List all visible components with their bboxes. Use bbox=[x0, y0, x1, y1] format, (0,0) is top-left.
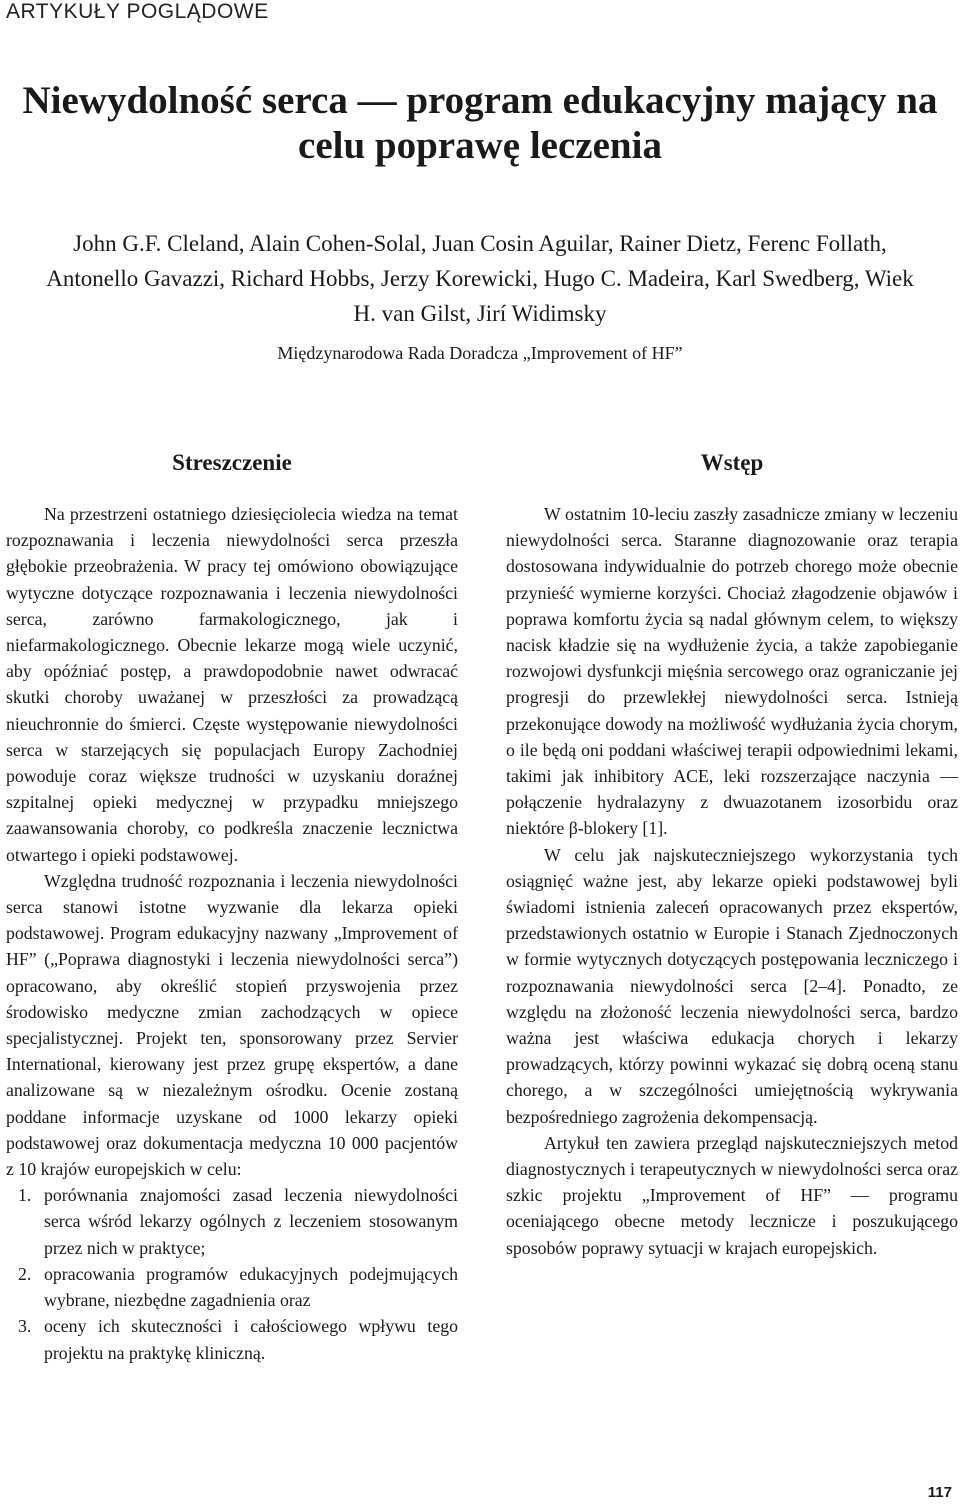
affiliation: Międzynarodowa Rada Doradcza „Improvement of HF” bbox=[277, 343, 683, 363]
introduction-paragraph: W ostatnim 10-leciu zaszły zasadnicze zmiany w leczeniu niewydolności serca. Staranne diagnozowanie oraz terapia dostosowana indywidualnie do potrzeb chorego może obecnie przynieść wymierne korzyści. Chociaż złagodzenie objawów i poprawa komfortu życia są nadal głównym celem, to większy nacisk kładzie się na wydłużenie życia, a także zapobieganie rozwojowi dysfunkcji mięśnia sercowego oraz ograniczanie jej progresji do przewlekłej niewydolności serca. Istnieją przekonujące dowody na możliwość wydłużania życia chorym, o ile będą oni poddani właściwej terapii odpowiednimi lekami, takimi jak inhibitory ACE, leki rozszerzające naczynia — połączenie hydralazyny z dwuazotanem izosorbidu oraz niektóre β-blokery [1]. bbox=[506, 504, 958, 839]
list-item-text: oceny ich skuteczności i całościowego wpływu tego projektu na praktykę kliniczną. bbox=[44, 1316, 458, 1363]
page-number: 117 bbox=[927, 1484, 952, 1501]
abstract-paragraph: Na przestrzeni ostatniego dziesięciolecia wiedza na temat rozpoznawania i leczenia niewydolności serca przeszła głębokie przeobrażenia. W pracy tej omówiono obowiązujące wytyczne dotyczące rozpoznawania i leczenia niewydolności serca, zarówno farmakologicznego, jak i niefarmakologicznego. Obecnie lekarze mogą wiele uczynić, aby opóźniać postęp, a prawdopodobnie nawet odwracać skutki choroby uważanej w przeszłości za prowadzącą nieuchronnie do śmierci. Częste występowanie niewydolności serca w starzejących się populacjach Europy Zachodniej powoduje coraz większe trudności w uzyskaniu doraźnej szpitalnej opieki medycznej w przypadku mniejszego zaawansowania choroby, co podkreśla znaczenie lecznictwa otwartego i opieki podstawowej. bbox=[6, 504, 458, 865]
introduction-heading: Wstęp bbox=[700, 450, 764, 475]
introduction-paragraph: W celu jak najskuteczniejszego wykorzystania tych osiągnięć ważne jest, aby lekarze opieki podstawowej byli świadomi istnienia zaleceń opracowanych przez ekspertów, przedstawionych ostatnio w Europie i Stanach Zjednoczonych w formie wytycznych dotyczących postępowania leczniczego i rozpoznawania niewydolności serca [2–4]. Ponadto, ze względu na złożoność leczenia niewydolności serca, bardzo ważna jest właściwa edukacja chorych i lekarzy prowadzących, którzy powinni wykazać się dobrą oceną stanu chorego, a w szczególności umiejętnością wykrywania bezpośredniego zagrożenia dekompensacją. bbox=[506, 844, 958, 1127]
list-number: 2. bbox=[18, 1263, 32, 1284]
list-item bbox=[6, 1261, 458, 1313]
list-item bbox=[6, 1313, 458, 1365]
list-number: 1. bbox=[18, 1185, 32, 1206]
aims-list bbox=[6, 1182, 458, 1365]
abstract-heading: Streszczenie bbox=[172, 450, 292, 475]
list-number: 3. bbox=[18, 1316, 32, 1337]
section-label: ARTYKUŁY POGLĄDOWE bbox=[6, 0, 269, 23]
introduction-paragraph: Artykuł ten zawiera przegląd najskuteczniejszych metod diagnostycznych i terapeutycznych w niewydolności serca oraz szkic projektu „Improvement of HF” — programu oceniającego obecne metody lecznicze i poszukującego sposobów poprawy sytuacji w krajach europejskich. bbox=[506, 1132, 958, 1258]
article-title: Niewydolność serca — program edukacyjny mający na celu poprawę leczenia bbox=[22, 79, 938, 167]
abstract-paragraph: Względna trudność rozpoznania i leczenia niewydolności serca stanowi istotne wyzwanie dla lekarza opieki podstawowej. Program edukacyjny nazwany „Improvement of HF” („Poprawa diagnostyki i leczenia niewydolności serca”) opracowano, aby określić stopień przyswojenia przez środowisko medyczne zmian zachodzących w opiece specjalistycznej. Projekt ten, sponsorowany przez Servier International, kierowany jest przez grupę ekspertów, a dane analizowane są w niezależnym ośrodku. Ocenie zostaną poddane informacje uzyskane od 1000 lekarzy opieki podstawowej oraz dokumentacja medyczna 10 000 pacjentów z 10 krajów europejskich w celu: bbox=[6, 870, 458, 1180]
list-item-text: opracowania programów edukacyjnych podejmujących wybrane, niezbędne zagadnienia oraz bbox=[44, 1263, 458, 1311]
list-item bbox=[6, 1182, 458, 1261]
author-list: John G.F. Cleland, Alain Cohen-Solal, Juan Cosin Aguilar, Rainer Dietz, Ferenc Follath, Antonello Gavazzi, Richard Hobbs, Jerzy Korewicki, Hugo C. Madeira, Karl Swedberg, Wiek H. van Gilst, Jirí Widimsky bbox=[46, 231, 914, 326]
introduction-column bbox=[506, 445, 958, 1261]
abstract-column bbox=[6, 445, 458, 1366]
list-item-text: porównania znajomości zasad leczenia niewydolności serca wśród lekarzy ogólnych z leczeniem stosowanym przez nich w praktyce; bbox=[44, 1185, 458, 1258]
